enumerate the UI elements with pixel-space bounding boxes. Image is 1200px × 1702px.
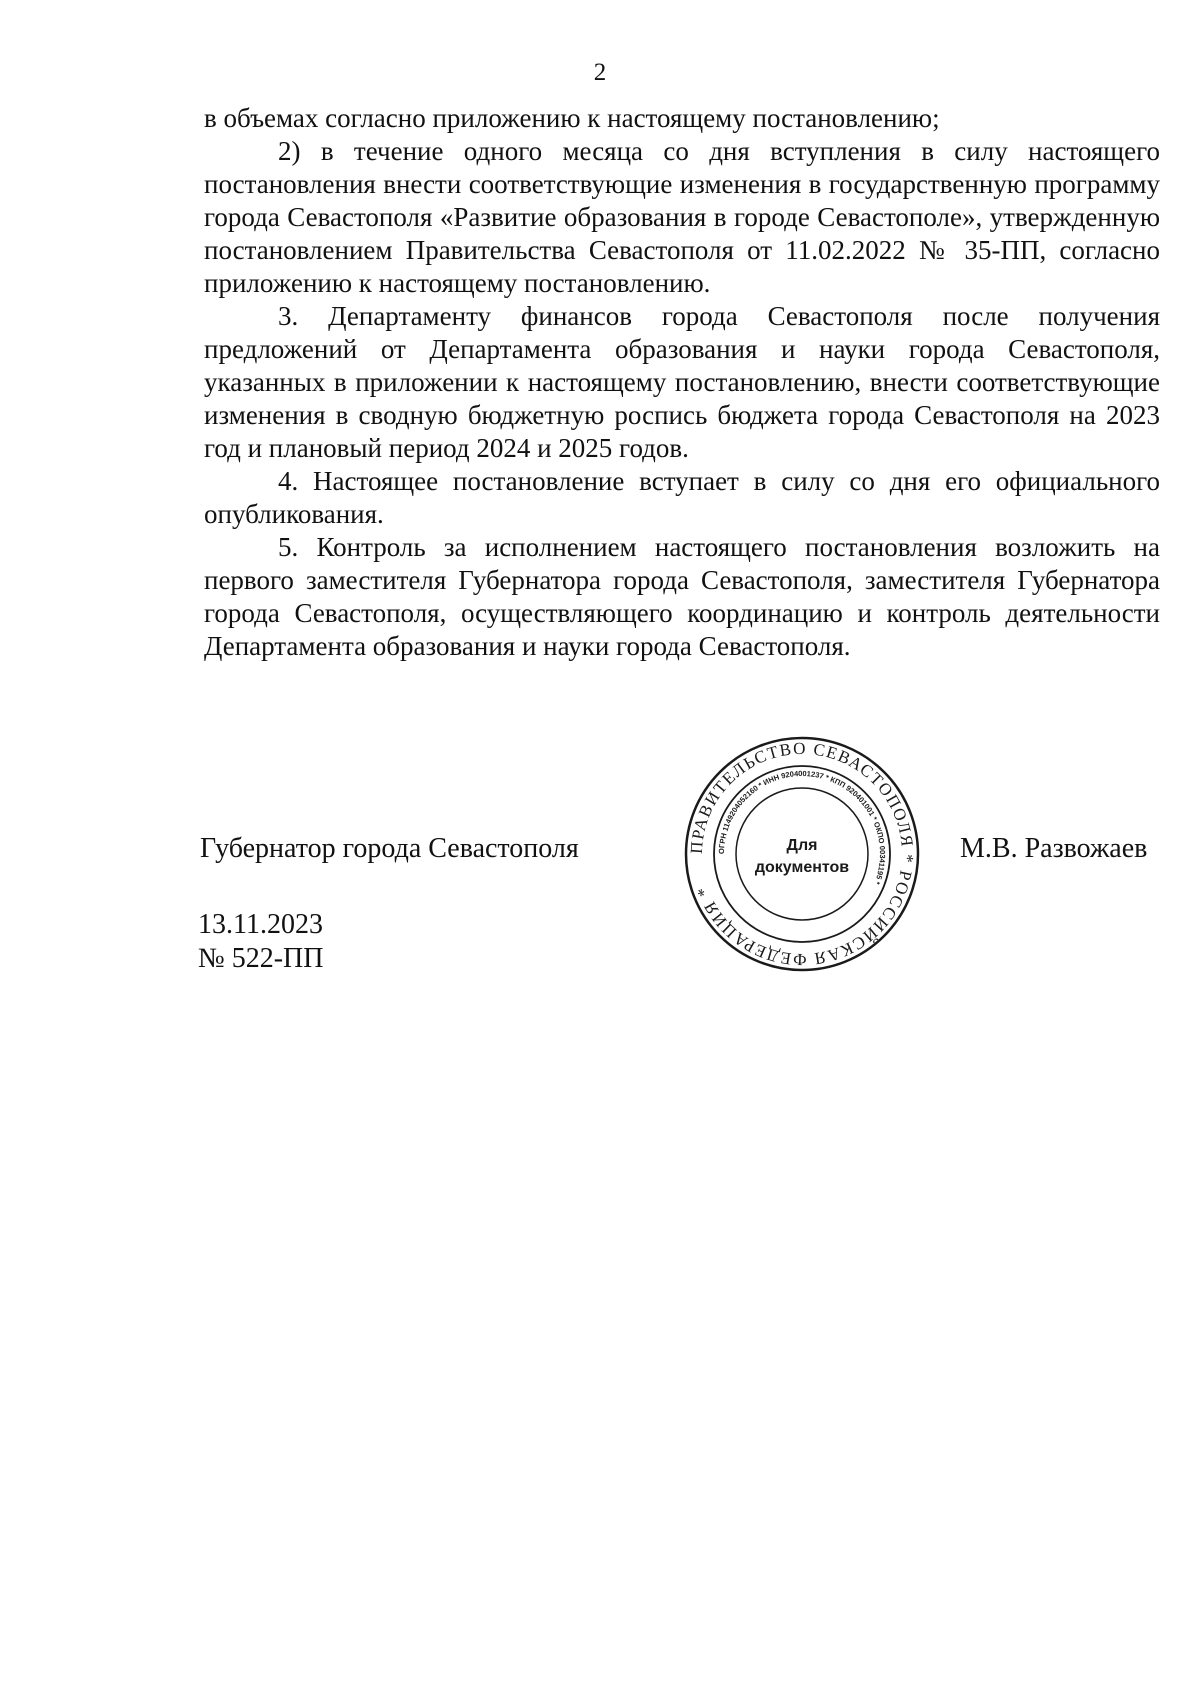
seal-center-line-1: Для bbox=[786, 837, 818, 854]
document-date: 13.11.2023 bbox=[198, 909, 323, 940]
seal-inner-ring bbox=[736, 788, 868, 920]
paragraph-item-5: 5. Контроль за исполнением настоящего постановления возложить на первого заместителя Губернатора города Севастополя, заместителя Губернатора города Севастополя, осуществляющего координацию и контроль деятельности Департамента образования и науки города Севастополя. bbox=[204, 532, 1160, 661]
official-seal bbox=[682, 734, 922, 974]
signatory-name: М.В. Развожаев bbox=[960, 833, 1148, 864]
signatory-title: Губернатор города Севастополя bbox=[200, 833, 579, 864]
paragraph-continuation: в объемах согласно приложению к настоящему постановлению; bbox=[204, 103, 940, 133]
paragraph-item-2: 2) в течение одного месяца со дня вступления в силу настоящего постановления внести соответствующие изменения в государственную программу города Севастополя «Развитие образования в городе Севастополе», утвержденную постановлением Правительства Севастополя от 11.02.2022 № 35-ПП, согласно приложению к настоящему постановлению. bbox=[204, 136, 1160, 298]
seal-center-line-2: документов bbox=[754, 859, 850, 876]
page-number: 2 bbox=[593, 59, 607, 86]
seal-inner-text: ОГРН 1149204052160 * ИНН 9204001237 * КПП 920401001 * ОКПО 00341195 * bbox=[716, 768, 888, 886]
paragraph-item-4: 4. Настоящее постановление вступает в силу со дня его официального опубликования. bbox=[204, 466, 1160, 529]
seal-middle-ring bbox=[714, 766, 890, 942]
seal-outer-text: ПРАВИТЕЛЬСТВО СЕВАСТОПОЛЯ * РОССИЙСКАЯ ФЕДЕРАЦИЯ * bbox=[686, 738, 918, 970]
document-body bbox=[204, 102, 1160, 663]
document-number: № 522-ПП bbox=[198, 943, 324, 974]
paragraph-item-3: 3. Департаменту финансов города Севастополя после получения предложений от Департамента образования и науки города Севастополя, указанных в приложении к настоящему постановлению, внести соответствующие изменения в сводную бюджетную роспись бюджета города Севастополя на 2023 год и плановый период 2024 и 2025 годов. bbox=[204, 301, 1160, 463]
